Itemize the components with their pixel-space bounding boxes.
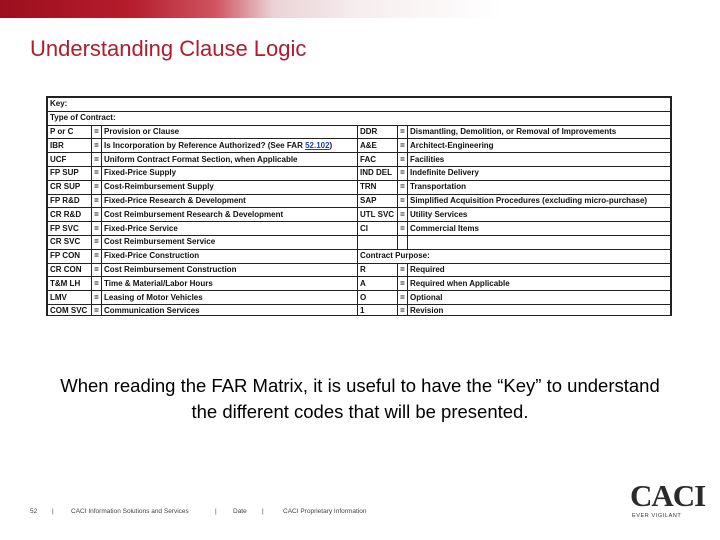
key-description-2: Indefinite Delivery	[408, 166, 671, 180]
key-description: Fixed-Price Supply	[102, 166, 358, 180]
key-equals: =	[92, 277, 102, 291]
key-code: FP SVC	[48, 222, 92, 236]
key-code-2	[358, 235, 398, 249]
key-code: CR SVC	[48, 235, 92, 249]
key-row	[48, 180, 671, 194]
key-row	[48, 304, 671, 316]
key-code: LMV	[48, 291, 92, 305]
key-code-2: R	[358, 263, 398, 277]
key-code: P or C	[48, 125, 92, 139]
key-description: Cost Reimbursement Service	[102, 235, 358, 249]
key-equals: =	[92, 194, 102, 208]
key-description: Cost-Reimbursement Supply	[102, 180, 358, 194]
key-description-2: Commercial Items	[408, 222, 671, 236]
key-code: FP R&D	[48, 194, 92, 208]
key-description: Provision or Clause	[102, 125, 358, 139]
key-equals-2: =	[398, 194, 408, 208]
key-row	[48, 222, 671, 236]
footer-separator: |	[215, 508, 217, 515]
key-equals-2: =	[398, 277, 408, 291]
key-equals: =	[92, 222, 102, 236]
slide-title: Understanding Clause Logic	[30, 36, 307, 61]
key-header: Key:	[48, 98, 671, 112]
key-description-2: Required	[408, 263, 671, 277]
key-code: IBR	[48, 139, 92, 153]
key-code-2: O	[358, 291, 398, 305]
key-code-2: A	[358, 277, 398, 291]
key-equals-2: =	[398, 263, 408, 277]
logo-wordmark: CACI	[630, 478, 706, 513]
top-accent-bar	[0, 0, 720, 18]
key-description: Cost Reimbursement Construction	[102, 263, 358, 277]
key-code: FP CON	[48, 249, 92, 263]
footer-company: CACI Information Solutions and Services	[71, 508, 189, 515]
key-description: Leasing of Motor Vehicles	[102, 291, 358, 305]
key-description: Time & Material/Labor Hours	[102, 277, 358, 291]
key-code-2: IND DEL	[358, 166, 398, 180]
key-description-2: Simplified Acquisition Procedures (excluding micro-purchase)	[408, 194, 671, 208]
key-equals: =	[92, 180, 102, 194]
key-code: COM SVC	[48, 304, 92, 316]
key-header-row	[48, 98, 671, 112]
key-row	[48, 153, 671, 167]
key-code-2: 1	[358, 304, 398, 316]
caci-logo	[630, 478, 706, 524]
key-description-2: Utility Services	[408, 208, 671, 222]
key-equals: =	[92, 304, 102, 316]
key-equals: =	[92, 208, 102, 222]
key-code-2: UTL SVC	[358, 208, 398, 222]
footer-date: Date	[233, 508, 247, 515]
key-code-2: DDR	[358, 125, 398, 139]
key-equals: =	[92, 291, 102, 305]
key-description-2: Revision	[408, 304, 671, 316]
key-code: CR R&D	[48, 208, 92, 222]
type-header-row	[48, 111, 671, 125]
key-code: FP SUP	[48, 166, 92, 180]
key-description-2: Architect-Engineering	[408, 139, 671, 153]
key-equals: =	[92, 139, 102, 153]
key-description-2: Optional	[408, 291, 671, 305]
key-equals: =	[92, 249, 102, 263]
key-code: CR CON	[48, 263, 92, 277]
key-equals-2: =	[398, 304, 408, 316]
key-description: Uniform Contract Format Section, when Applicable	[102, 153, 358, 167]
key-equals-2: =	[398, 139, 408, 153]
key-equals: =	[92, 235, 102, 249]
key-description-2: Required when Applicable	[408, 277, 671, 291]
key-row	[48, 194, 671, 208]
key-description: Is Incorporation by Reference Authorized? (See FAR 52.102)	[102, 139, 358, 153]
key-equals-2: =	[398, 180, 408, 194]
key-equals-2: =	[398, 153, 408, 167]
key-description-2: Dismantling, Demolition, or Removal of Improvements	[408, 125, 671, 139]
key-code-2: FAC	[358, 153, 398, 167]
key-equals-2: =	[398, 125, 408, 139]
key-row	[48, 166, 671, 180]
key-description: Cost Reimbursement Research & Development	[102, 208, 358, 222]
key-row	[48, 249, 671, 263]
slide-footer	[0, 508, 600, 520]
key-row	[48, 291, 671, 305]
key-row	[48, 208, 671, 222]
key-row	[48, 277, 671, 291]
page-number: 52	[30, 508, 38, 515]
type-of-contract-header: Type of Contract:	[48, 111, 671, 125]
key-table	[47, 97, 671, 316]
key-code: CR SUP	[48, 180, 92, 194]
key-equals-2: =	[398, 222, 408, 236]
key-row	[48, 139, 671, 153]
key-equals-2: =	[398, 208, 408, 222]
key-description-2: Facilities	[408, 153, 671, 167]
far-reference-link[interactable]: 52.102	[305, 140, 330, 150]
key-description-2	[408, 235, 671, 249]
key-description: Communication Services	[102, 304, 358, 316]
footer-separator: |	[262, 508, 264, 515]
key-equals-2: =	[398, 166, 408, 180]
key-row	[48, 125, 671, 139]
key-description: Fixed-Price Construction	[102, 249, 358, 263]
key-description: Fixed-Price Service	[102, 222, 358, 236]
key-description: Fixed-Price Research & Development	[102, 194, 358, 208]
key-equals-2: =	[398, 291, 408, 305]
far-matrix-key-image	[46, 96, 672, 316]
key-code: UCF	[48, 153, 92, 167]
slide-caption: When reading the FAR Matrix, it is useful to have the “Key” to understand the different codes that will be presented.	[60, 375, 660, 422]
key-row	[48, 235, 671, 249]
key-equals: =	[92, 125, 102, 139]
key-equals: =	[92, 263, 102, 277]
key-row	[48, 263, 671, 277]
key-code-2: SAP	[358, 194, 398, 208]
key-code-2: CI	[358, 222, 398, 236]
footer-proprietary: CACI Proprietary Information	[283, 508, 367, 515]
contract-purpose-header: Contract Purpose:	[358, 249, 671, 263]
key-code: T&M LH	[48, 277, 92, 291]
key-code-2: A&E	[358, 139, 398, 153]
footer-separator: |	[52, 508, 54, 515]
logo-tagline: EVER VIGILANT	[632, 513, 682, 519]
key-equals: =	[92, 166, 102, 180]
key-description-2: Transportation	[408, 180, 671, 194]
key-code-2: TRN	[358, 180, 398, 194]
key-equals: =	[92, 153, 102, 167]
key-equals-2	[398, 235, 408, 249]
